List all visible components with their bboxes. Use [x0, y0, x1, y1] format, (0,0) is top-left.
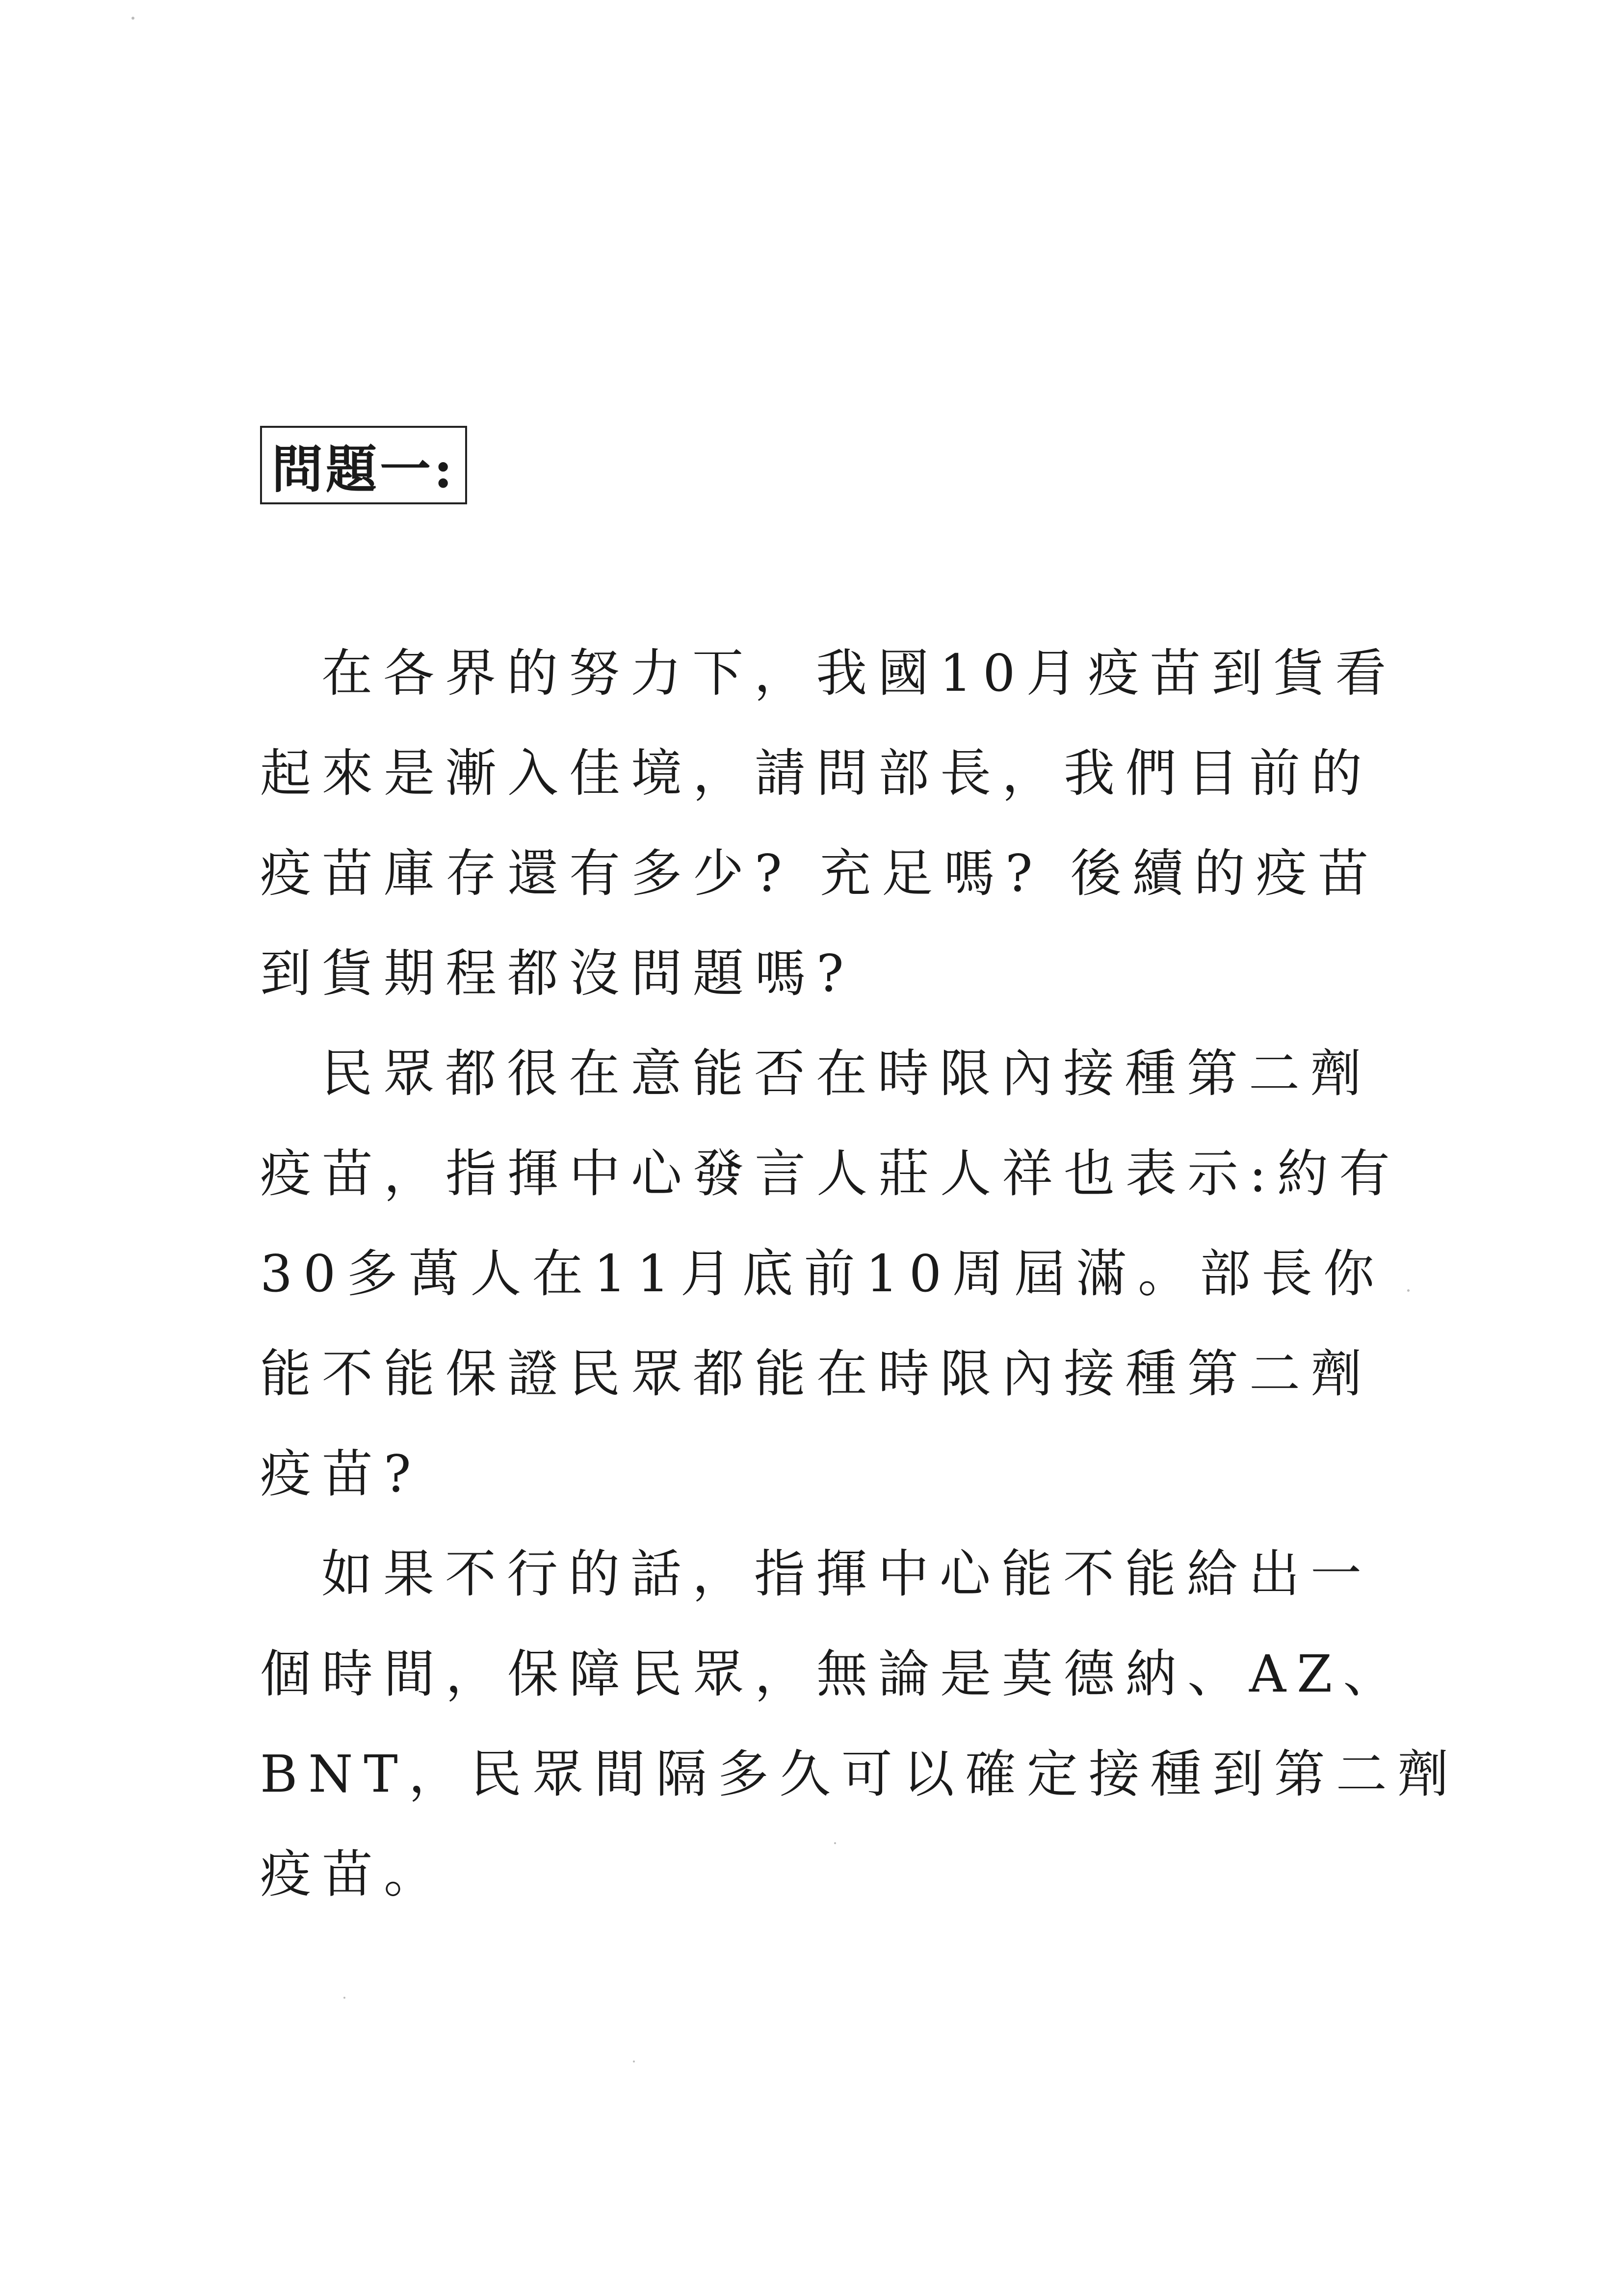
paragraph-line: 個時間，保障民眾，無論是莫德納、AZ、 [260, 1644, 1405, 1704]
question-heading: 問題一: [260, 426, 467, 504]
paragraph-line: 能不能保證民眾都能在時限內接種第二劑 [260, 1344, 1373, 1404]
paragraph-line: 在各界的努力下，我國10月疫苗到貨看 [321, 643, 1397, 703]
paragraph-line: 疫苗庫存還有多少? 充足嗎? 後續的疫苗 [260, 843, 1380, 903]
paragraph-line: 30多萬人在11月底前10周屆滿。部長你 [260, 1244, 1386, 1304]
paragraph-line: BNT，民眾間隔多久可以確定接種到第二劑 [260, 1744, 1460, 1804]
scan-speck [1407, 1289, 1410, 1292]
paragraph-line: 疫苗，指揮中心發言人莊人祥也表示:約有 [260, 1144, 1401, 1203]
paragraph-line: 疫苗。 [260, 1844, 446, 1904]
paragraph-line: 如果不行的話，指揮中心能不能給出一 [321, 1544, 1373, 1604]
scan-speck [343, 1997, 345, 1999]
scan-speck [633, 2061, 635, 2062]
paragraph-line: 民眾都很在意能否在時限內接種第二劑 [321, 1044, 1373, 1103]
paragraph-line: 到貨期程都沒問題嗎? [260, 943, 855, 1003]
paragraph-1 [260, 623, 1397, 1023]
paragraph-2 [260, 1023, 1401, 1524]
paragraph-line: 起來是漸入佳境，請問部長，我們目前的 [260, 743, 1373, 803]
paragraph-3 [260, 1524, 1460, 1924]
scan-speck [131, 17, 134, 20]
document-body [260, 623, 1460, 1924]
scan-speck [834, 1842, 836, 1844]
paragraph-line: 疫苗? [260, 1444, 422, 1504]
